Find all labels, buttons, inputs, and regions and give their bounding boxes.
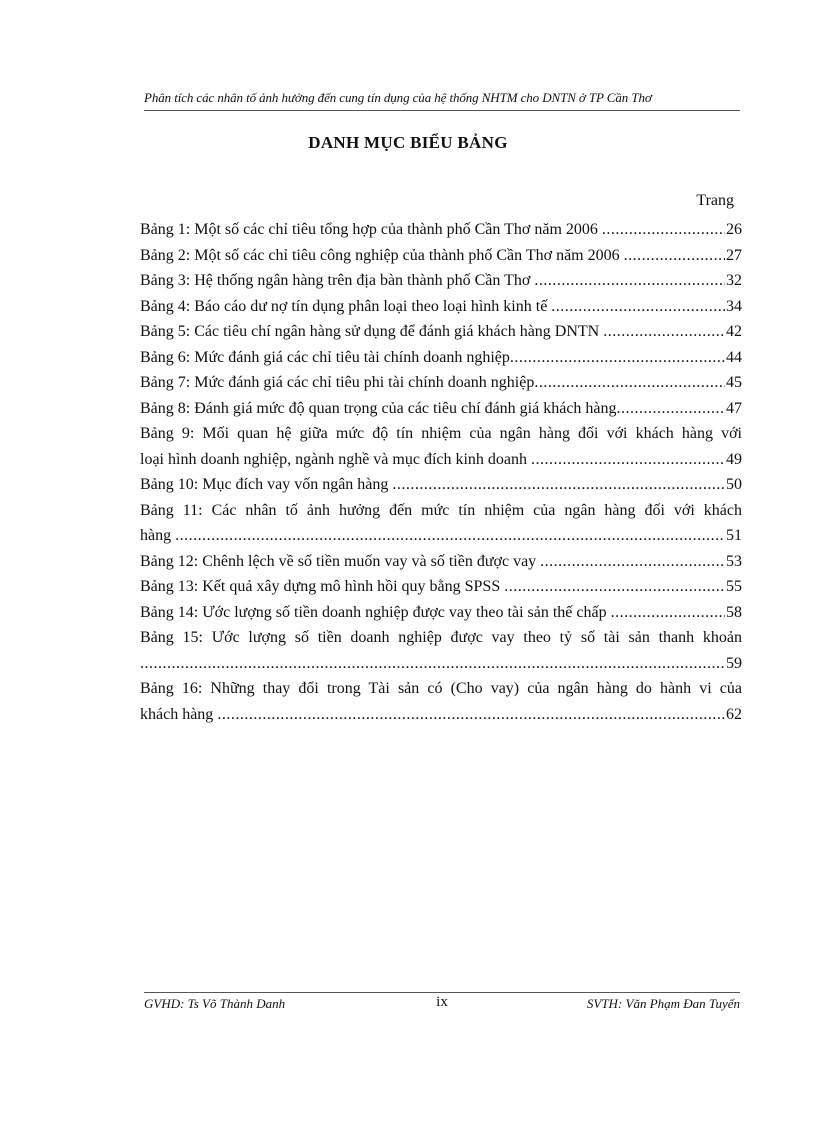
dot-leader (175, 523, 725, 549)
toc-entry (140, 549, 742, 575)
toc-entry-line (140, 651, 742, 677)
toc-entry-text: Bảng 10: Mục đích vay vốn ngân hàng (140, 476, 393, 493)
toc-entry-line (140, 600, 742, 626)
toc-entry (140, 294, 742, 320)
toc-entry-text: Bảng 14: Ước lượng số tiền doanh nghiệp được vay theo tài sản thế chấp (140, 603, 611, 621)
toc-page-number: 58 (726, 603, 742, 621)
dot-leader (624, 243, 725, 269)
dot-leader (217, 702, 725, 728)
header-divider (144, 110, 740, 111)
toc-page-number: 59 (726, 654, 742, 672)
toc-page-number: 42 (726, 323, 742, 340)
toc-entry-text: Bảng 1: Một số các chỉ tiêu tổng hợp của thành phố Cần Thơ năm 2006 (140, 221, 602, 238)
toc-entry (140, 472, 742, 498)
running-header: Phân tích các nhân tố ảnh hưởng đến cung tín dụng của hệ thống NHTM cho DNTN ở TP Cần Thơ (144, 90, 652, 105)
toc-entry (140, 268, 742, 294)
toc-entry-text: Bảng 13: Kết quả xây dựng mô hình hồi quy bằng SPSS (140, 578, 505, 595)
dot-leader (603, 319, 725, 345)
page-column-label: Trang (696, 192, 734, 209)
toc-entry-text: Bảng 8: Đánh giá mức độ quan trọng của các tiêu chí đánh giá khách hàng (140, 399, 617, 417)
toc-page-number: 27 (726, 246, 742, 264)
toc-entry (140, 625, 742, 676)
toc-page-number: 55 (726, 578, 742, 595)
toc-entry-text: Bảng 12: Chênh lệch về số tiền muốn vay và số tiền được vay (140, 552, 541, 570)
toc-entry-line (140, 319, 742, 345)
toc-page-number: 47 (726, 399, 742, 417)
dot-leader (510, 345, 725, 371)
toc-entry-text: loại hình doanh nghiệp, ngành nghề và mục đích kinh doanh (140, 450, 532, 468)
toc-entry-line (140, 574, 742, 600)
toc-entry-text: hàng (140, 527, 176, 544)
dot-leader (602, 217, 725, 243)
toc-entry-text: Bảng 5: Các tiêu chí ngân hàng sử dụng để đánh giá khách hàng DNTN (140, 323, 604, 340)
dot-leader (531, 447, 725, 473)
toc-entry-text: khách hàng (140, 705, 218, 723)
toc-entry (140, 345, 742, 371)
toc-entry-text: Bảng 3: Hệ thống ngân hàng trên địa bàn thành phố Cần Thơ (140, 272, 535, 289)
toc-entry-line (140, 472, 742, 498)
toc-entry-text: Bảng 11: Các nhân tố ảnh hưởng đến mức tín nhiệm của ngân hàng đối với khách (140, 501, 742, 519)
dot-leader (392, 472, 725, 498)
toc-entry (140, 421, 742, 472)
footer-student: SVTH: Văn Phạm Đan Tuyến (586, 996, 740, 1011)
toc-entry (140, 574, 742, 600)
footer-divider (144, 992, 740, 993)
toc-entry-text: Bảng 7: Mức đánh giá các chỉ tiêu phi tài chính doanh nghiệp (140, 374, 535, 391)
toc-entry-line (140, 268, 742, 294)
page-number: ix (436, 994, 448, 1010)
toc-entry-line (140, 243, 742, 269)
toc-entry-line (140, 447, 742, 473)
toc-entry (140, 498, 742, 549)
toc-page-number: 26 (726, 221, 742, 238)
dot-leader (611, 600, 725, 626)
toc-entry-text: Bảng 4: Báo cáo dư nợ tín dụng phân loại theo loại hình kinh tế (140, 297, 552, 315)
toc-page-number: 62 (726, 705, 742, 723)
toc-entry (140, 319, 742, 345)
toc-entry-line (140, 345, 742, 371)
dot-leader (551, 294, 725, 320)
toc-entry-text: Bảng 15: Ước lượng số tiền doanh nghiệp được vay theo tỷ số tài sản thanh khoản (140, 629, 742, 646)
toc-page-number: 44 (726, 348, 742, 366)
dot-leader (540, 549, 725, 575)
toc-entry-line (140, 217, 742, 243)
toc-page-number: 53 (726, 552, 742, 570)
toc-entry-text: Bảng 16: Những thay đổi trong Tài sản có (Cho vay) của ngân hàng do hành vi của (140, 680, 742, 697)
toc-entry-text: Bảng 9: Mối quan hệ giữa mức độ tín nhiệm của ngân hàng đối với khách hàng với (140, 425, 742, 442)
dot-leader (617, 396, 725, 422)
dot-leader (140, 651, 725, 677)
toc-entry (140, 600, 742, 626)
toc-entry (140, 676, 742, 727)
toc-entry-line (140, 549, 742, 575)
toc-entry (140, 217, 742, 243)
toc-entry-line (140, 523, 742, 549)
dot-leader (534, 268, 725, 294)
page-title: DANH MỤC BIỂU BẢNG (308, 133, 508, 152)
toc-page-number: 32 (726, 272, 742, 289)
toc-entry-text: Bảng 6: Mức đánh giá các chỉ tiêu tài chính doanh nghiệp (140, 348, 510, 366)
footer-advisor: GVHD: Ts Võ Thành Danh (144, 996, 286, 1011)
toc-entry (140, 370, 742, 396)
toc-page-number: 51 (726, 527, 742, 544)
toc-entry-line (140, 370, 742, 396)
toc-entry-text: Bảng 2: Một số các chỉ tiêu công nghiệp của thành phố Cần Thơ năm 2006 (140, 246, 624, 264)
toc-page-number: 50 (726, 476, 742, 493)
toc-page-number: 49 (726, 450, 742, 468)
toc-entry (140, 396, 742, 422)
table-list (140, 217, 742, 727)
page-footer (144, 996, 740, 1014)
toc-page-number: 34 (726, 297, 742, 315)
toc-entry-line (140, 702, 742, 728)
toc-entry-line (140, 396, 742, 422)
toc-page-number: 45 (726, 374, 742, 391)
dot-leader (534, 370, 725, 396)
toc-entry (140, 243, 742, 269)
dot-leader (504, 574, 725, 600)
toc-entry-line (140, 294, 742, 320)
